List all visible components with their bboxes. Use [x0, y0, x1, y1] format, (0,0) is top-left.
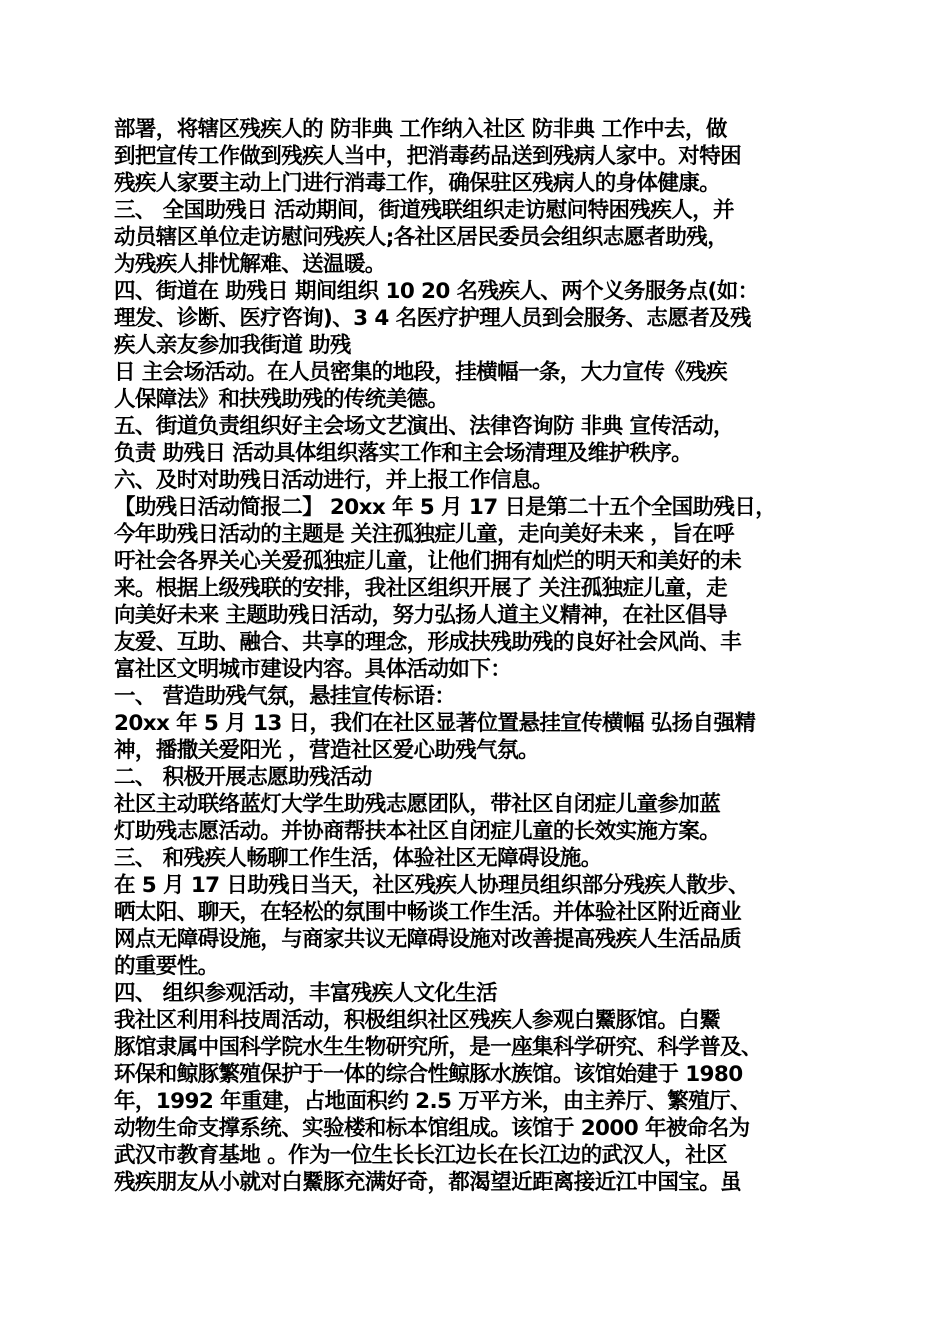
- text-line: 向美好未来 主题助残日活动，努力弘扬人道主义精神，在社区倡导: [114, 603, 727, 628]
- text-line: 为残疾人排忧解难、送温暖。: [114, 252, 386, 277]
- text-line: 六、及时对助残日活动进行，并上报工作信息。: [114, 468, 553, 493]
- text-line: 今年助残日活动的主题是 关注孤独症儿童，走向美好未来 ，旨在呼: [114, 522, 734, 547]
- text-line: 四、街道在 助残日 期间组织 10 20 名残疾人、两个义务服务点(如：: [114, 279, 759, 304]
- text-line: 友爱、互助、融合、共享的理念，形成扶残助残的良好社会风尚、丰: [114, 630, 742, 655]
- text-line: 20xx 年 5 月 13 日，我们在社区显著位置悬挂宣传横幅 弘扬自强精: [114, 711, 756, 736]
- text-line: 年，1992 年重建，占地面积约 2.5 万平方米，由主养厅、繁殖厅、: [114, 1089, 751, 1114]
- text-line: 动员辖区单位走访慰问残疾人;各社区居民委员会组织志愿者助残，: [114, 225, 729, 250]
- text-line: 负责 助残日 活动具体组织落实工作和主会场清理及维护秩序。: [114, 441, 693, 466]
- text-line: 豚馆隶属中国科学院水生生物研究所，是一座集科学研究、科学普及、: [114, 1035, 762, 1060]
- text-line: 三、 全国助残日 活动期间，街道残联组织走访慰问特困残疾人，并: [114, 198, 734, 223]
- text-line: 四、 组织参观活动，丰富残疾人文化生活: [114, 981, 498, 1006]
- text-line: 部署，将辖区残疾人的 防非典 工作纳入社区 防非典 工作中去，做: [114, 117, 727, 142]
- text-line: 到把宣传工作做到残疾人当中，把消毒药品送到残病人家中。对特困: [114, 144, 742, 169]
- text-line: 来。根据上级残联的安排，我社区组织开展了 关注孤独症儿童，走: [114, 576, 727, 601]
- text-line: 动物生命支撑系统、实验楼和标本馆组成。该馆于 2000 年被命名为: [114, 1116, 750, 1141]
- text-line: 日 主会场活动。在人员密集的地段，挂横幅一条，大力宣传《残疾: [114, 360, 727, 385]
- text-line: 一、 营造助残气氛，悬挂宣传标语：: [114, 684, 456, 709]
- text-line: 五、街道负责组织好主会场文艺演出、法律咨询防 非典 宣传活动，: [114, 414, 734, 439]
- text-line: 在 5 月 17 日助残日当天，社区残疾人协理员组织部分残疾人散步、: [114, 873, 749, 898]
- text-line: 我社区利用科技周活动，积极组织社区残疾人参观白鱀豚馆。白鱀: [114, 1008, 721, 1033]
- text-line: 疾人亲友参加我街道 助残: [114, 333, 351, 358]
- text-line: 晒太阳、聊天，在轻松的氛围中畅谈工作生活。并体验社区附近商业: [114, 900, 742, 925]
- text-line: 人保障法》和扶残助残的传统美德。: [114, 387, 449, 412]
- text-line: 的重要性。: [114, 954, 219, 979]
- text-line: 三、 和残疾人畅聊工作生活，体验社区无障碍设施。: [114, 846, 602, 871]
- text-line: 灯助残志愿活动。并协商帮扶本社区自闭症儿童的长效实施方案。: [114, 819, 721, 844]
- text-line: 武汉市教育基地 。作为一位生长长江边长在长江边的武汉人，社区: [114, 1143, 727, 1168]
- text-line: 残疾朋友从小就对白鱀豚充满好奇，都渴望近距离接近江中国宝。虽: [114, 1170, 742, 1195]
- text-line: 二、 积极开展志愿助残活动: [114, 765, 372, 790]
- text-line: 网点无障碍设施，与商家共议无障碍设施对改善提高残疾人生活品质: [114, 927, 742, 952]
- text-line: 吁社会各界关心关爱孤独症儿童，让他们拥有灿烂的明天和美好的未: [114, 549, 742, 574]
- text-line: 环保和鲸豚繁殖保护于一体的综合性鲸豚水族馆。该馆始建于 1980: [114, 1062, 743, 1087]
- text-line: 神，播撒关爱阳光 ，营造社区爱心助残气氛。: [114, 738, 539, 763]
- text-line: 社区主动联络蓝灯大学生助残志愿团队，带社区自闭症儿童参加蓝: [114, 792, 721, 817]
- document-body: [114, 116, 836, 1196]
- text-line: 残疾人家要主动上门进行消毒工作，确保驻区残病人的身体健康。: [114, 171, 721, 196]
- text-line: 【助残日活动简报二】 20xx 年 5 月 17 日是第二十五个全国助残日，: [114, 495, 777, 520]
- text-line: 富社区文明城市建设内容。具体活动如下：: [114, 657, 512, 682]
- text-line: 理发、诊断、医疗咨询)、3 4 名医疗护理人员到会服务、志愿者及残: [114, 306, 751, 331]
